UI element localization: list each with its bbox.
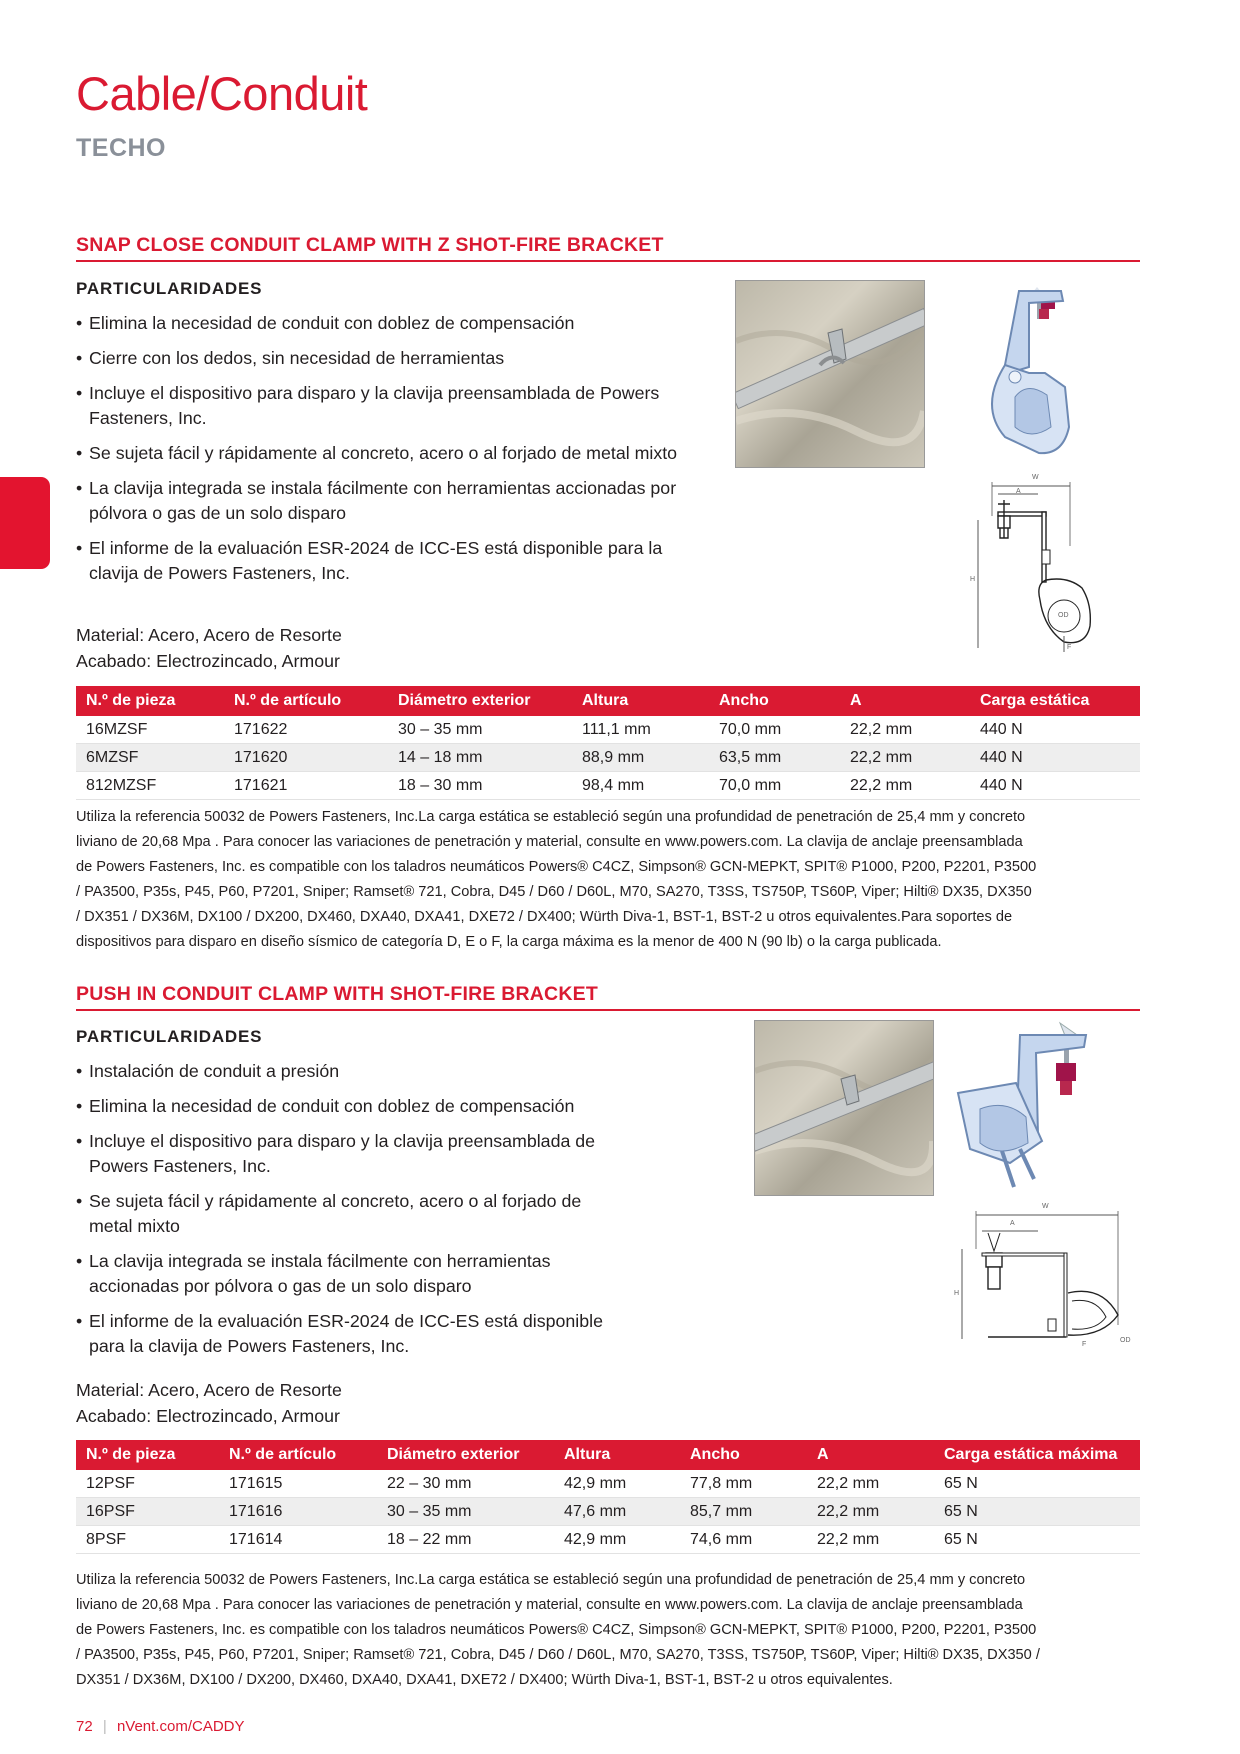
table-cell: 22,2 mm [807, 1498, 934, 1526]
features-heading: PARTICULARIDADES [76, 279, 263, 298]
material-info [76, 1377, 342, 1429]
table-cell: 42,9 mm [554, 1526, 680, 1554]
table-cell: 63,5 mm [709, 744, 840, 772]
table-cell: 16MZSF [76, 716, 224, 744]
dim-label-h: H [970, 576, 976, 583]
finish-text: Acabado: Electrozincado, Armour [76, 651, 340, 671]
section-divider [76, 1009, 1140, 1011]
table-cell: 65 N [934, 1526, 1140, 1554]
table-cell: 22,2 mm [807, 1470, 934, 1498]
table-cell: 42,9 mm [554, 1470, 680, 1498]
feature-item: • Incluye el dispositivo para disparo y la clavija preensamblada de Powers Fasteners, Inc. [76, 381, 716, 431]
features-list [76, 311, 716, 596]
table-cell: 111,1 mm [572, 716, 709, 744]
table-cell: 171621 [224, 772, 388, 800]
table-row [76, 1498, 1140, 1526]
dim-label-w: W [1042, 1203, 1049, 1210]
page-footer [76, 1718, 245, 1735]
feature-item: • El informe de la evaluación ESR-2024 de ICC-ES está disponible para la clavija de Powers Fasteners, Inc. [76, 536, 716, 586]
push-clamp-dimension-diagram [952, 1205, 1130, 1355]
table-cell: 88,9 mm [572, 744, 709, 772]
feature-item: • El informe de la evaluación ESR-2024 de ICC-ES está disponible para la clavija de Powers Fasteners, Inc. [76, 1309, 616, 1359]
col-header: N.º de artículo [219, 1440, 377, 1470]
push-clamp-render [950, 1013, 1120, 1198]
feature-item: • La clavija integrada se instala fácilmente con herramientas accionadas por pólvora o gas de un solo disparo [76, 476, 716, 526]
dim-label-a: A [1010, 1220, 1015, 1227]
page-number: 72 [76, 1718, 93, 1735]
table-cell: 74,6 mm [680, 1526, 807, 1554]
table-cell: 6MZSF [76, 744, 224, 772]
material-text: Material: Acero, Acero de Resorte [76, 1380, 342, 1400]
snap-clamp-render [985, 277, 1105, 467]
installed-photo-drawing [736, 281, 924, 467]
table-cell: 14 – 18 mm [388, 744, 572, 772]
table-cell: 812MZSF [76, 772, 224, 800]
footnote-line: / DX351 / DX36M, DX100 / DX200, DX460, DXA40, DXA41, DXE72 / DX400; Würth Diva-1, BST-1, BST-2 u otros equivalentes.Para soportes de [76, 909, 1013, 925]
table-cell: 440 N [970, 744, 1140, 772]
table-cell: 98,4 mm [572, 772, 709, 800]
table-cell: 171622 [224, 716, 388, 744]
dim-label-h: H [954, 1290, 960, 1297]
table-cell: 22,2 mm [807, 1526, 934, 1554]
table-row [76, 1526, 1140, 1554]
feature-item: • Se sujeta fácil y rápidamente al concreto, acero o al forjado de metal mixto [76, 1189, 616, 1239]
footnote-line: de Powers Fasteners, Inc. es compatible con los taladros neumáticos Powers® C4CZ, Simpson® GCN-MEPKT, SPIT® P1000, P200, P2201, P3500 [76, 1622, 1037, 1638]
material-text: Material: Acero, Acero de Resorte [76, 625, 342, 645]
table-header-row [76, 1440, 1140, 1470]
feature-item: • Elimina la necesidad de conduit con doblez de compensación [76, 311, 716, 336]
footnote-line: dispositivos para disparo en diseño sísmico de categoría D, E o F, la carga máxima es la menor de 400 N (90 lb) o la carga publicada. [76, 934, 942, 950]
table-cell: 22 – 30 mm [377, 1470, 554, 1498]
col-header: Carga estática máxima [934, 1440, 1140, 1470]
dimension-drawing [952, 1205, 1130, 1355]
feature-item: • Incluye el dispositivo para disparo y la clavija preensamblada de Powers Fasteners, Inc. [76, 1129, 616, 1179]
product-render [985, 277, 1105, 467]
footnote-line: Utiliza la referencia 50032 de Powers Fasteners, Inc.La carga estática se estableció según una profundidad de penetración de 25,4 mm y concreto [76, 809, 1026, 825]
table-cell: 30 – 35 mm [388, 716, 572, 744]
table-cell: 171616 [219, 1498, 377, 1526]
feature-item: • Se sujeta fácil y rápidamente al concreto, acero o al forjado de metal mixto [76, 441, 716, 466]
feature-item: • Instalación de conduit a presión [76, 1059, 616, 1084]
section-divider [76, 260, 1140, 262]
table-cell: 440 N [970, 716, 1140, 744]
col-header: N.º de artículo [224, 686, 388, 716]
installed-product-photo [754, 1020, 934, 1196]
table-cell: 70,0 mm [709, 716, 840, 744]
page-subtitle: TECHO [76, 134, 166, 162]
footnote [76, 1568, 1144, 1693]
col-header: N.º de pieza [76, 1440, 219, 1470]
table-cell: 8PSF [76, 1526, 219, 1554]
finish-text: Acabado: Electrozincado, Armour [76, 1406, 340, 1426]
col-header: A [807, 1440, 934, 1470]
footnote [76, 805, 1144, 955]
feature-item: • Elimina la necesidad de conduit con doblez de compensación [76, 1094, 616, 1119]
feature-item: • La clavija integrada se instala fácilmente con herramientas accionadas por pólvora o gas de un solo disparo [76, 1249, 616, 1299]
installed-product-photo [735, 280, 925, 468]
table-cell: 18 – 30 mm [388, 772, 572, 800]
table-cell: 22,2 mm [840, 716, 970, 744]
col-header: Altura [572, 686, 709, 716]
dim-label-f: F [1082, 1341, 1087, 1348]
table-cell: 65 N [934, 1470, 1140, 1498]
table-cell: 85,7 mm [680, 1498, 807, 1526]
section-side-tab [0, 477, 50, 569]
footer-separator: | [102, 1718, 107, 1735]
spec-table-snap-close [76, 686, 1140, 800]
table-cell: 30 – 35 mm [377, 1498, 554, 1526]
section-title-push-in: PUSH IN CONDUIT CLAMP WITH SHOT-FIRE BRACKET [76, 983, 598, 1005]
table-cell: 22,2 mm [840, 772, 970, 800]
table-cell: 171614 [219, 1526, 377, 1554]
table-cell: 65 N [934, 1498, 1140, 1526]
col-header: Diámetro exterior [377, 1440, 554, 1470]
table-cell: 22,2 mm [840, 744, 970, 772]
page-title: Cable/Conduit [76, 67, 368, 120]
table-row [76, 1470, 1140, 1498]
table-cell: 18 – 22 mm [377, 1526, 554, 1554]
table-cell: 171620 [224, 744, 388, 772]
dim-label-a: A [1016, 488, 1021, 495]
table-cell: 16PSF [76, 1498, 219, 1526]
installed-photo-drawing [755, 1021, 933, 1195]
dim-label-f: F [1067, 644, 1072, 651]
footnote-line: / PA3500, P35s, P45, P60, P7201, Sniper; Ramset® 721, Cobra, D45 / D60 / D60L, M70, SA270, T3SS, TS750P, TS60P, Viper; Hilti® DX35, DX350 [76, 884, 1032, 900]
table-header-row [76, 686, 1140, 716]
table-cell: 12PSF [76, 1470, 219, 1498]
footnote-line: / PA3500, P35s, P45, P60, P7201, Sniper; Ramset® 721, Cobra, D45 / D60 / D60L, M70, SA270, T3SS, TS750P, TS60P, Viper; Hilti® DX35, DX350 / [76, 1647, 1040, 1663]
table-cell: 77,8 mm [680, 1470, 807, 1498]
footnote-line: Utiliza la referencia 50032 de Powers Fasteners, Inc.La carga estática se estableció según una profundidad de penetración de 25,4 mm y concreto [76, 1572, 1026, 1588]
features-list [76, 1059, 616, 1369]
col-header: Altura [554, 1440, 680, 1470]
col-header: Diámetro exterior [388, 686, 572, 716]
col-header: A [840, 686, 970, 716]
footer-url[interactable]: nVent.com/CADDY [116, 1718, 245, 1735]
table-cell: 70,0 mm [709, 772, 840, 800]
dimension-drawing [968, 476, 1110, 658]
col-header: Ancho [709, 686, 840, 716]
features-heading: PARTICULARIDADES [76, 1027, 263, 1046]
footnote-line: liviano de 20,68 Mpa . Para conocer las variaciones de penetración y material, consulte en www.powers.com. La clavija de anclaje preensamblada [76, 1597, 1023, 1613]
snap-clamp-dimension-diagram [968, 476, 1110, 658]
table-cell: 171615 [219, 1470, 377, 1498]
footnote-line: DX351 / DX36M, DX100 / DX200, DX460, DXA40, DXA41, DXE72 / DX400; Würth Diva-1, BST-1, BST-2 u otros equivalentes. [76, 1672, 893, 1688]
spec-table-push-in [76, 1440, 1140, 1554]
dim-label-od: OD [1120, 1337, 1131, 1344]
section-title-snap-close: SNAP CLOSE CONDUIT CLAMP WITH Z SHOT-FIRE BRACKET [76, 234, 664, 256]
material-info [76, 622, 342, 674]
table-row [76, 744, 1140, 772]
table-row [76, 772, 1140, 800]
table-cell: 47,6 mm [554, 1498, 680, 1526]
table-cell: 440 N [970, 772, 1140, 800]
dim-label-od: OD [1058, 612, 1069, 619]
footnote-line: liviano de 20,68 Mpa . Para conocer las variaciones de penetración y material, consulte en www.powers.com. La clavija de anclaje preensamblada [76, 834, 1023, 850]
dim-label-w: W [1032, 474, 1039, 481]
table-row [76, 716, 1140, 744]
product-render [950, 1013, 1120, 1198]
col-header: Carga estática [970, 686, 1140, 716]
col-header: N.º de pieza [76, 686, 224, 716]
feature-item: • Cierre con los dedos, sin necesidad de herramientas [76, 346, 716, 371]
col-header: Ancho [680, 1440, 807, 1470]
footnote-line: de Powers Fasteners, Inc. es compatible con los taladros neumáticos Powers® C4CZ, Simpson® GCN-MEPKT, SPIT® P1000, P200, P2201, P3500 [76, 859, 1037, 875]
